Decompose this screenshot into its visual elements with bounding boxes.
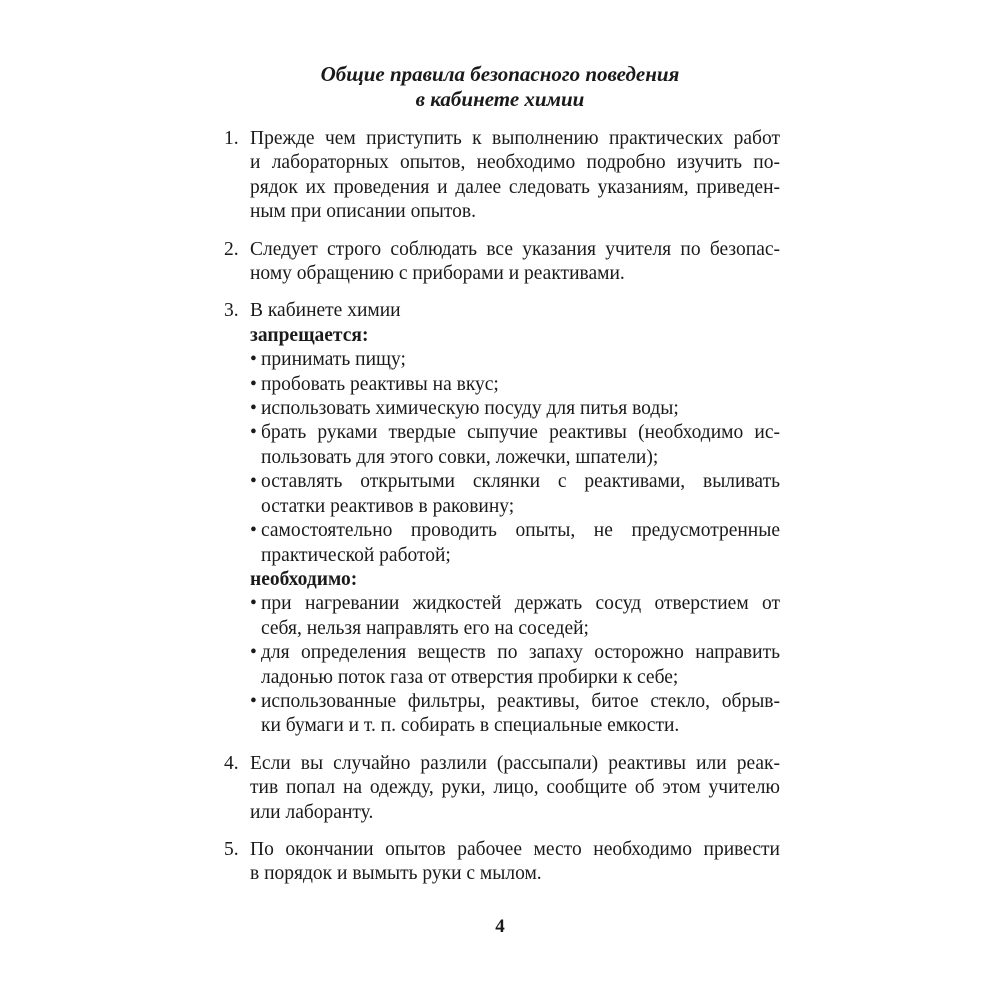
bullet-text-line: ладонью поток газа от отверстия пробирки к себе; <box>261 666 679 688</box>
title-line-1: Общие правила безопасного поведения <box>320 62 680 86</box>
page-number: 4 <box>495 916 505 937</box>
bullet-text-line: пользовать для этого совки, ложечки, шпатели); <box>261 446 659 468</box>
bullet-text-line: использовать химическую посуду для питья воды; <box>261 398 679 420</box>
rule-number: 4. <box>224 752 239 774</box>
bullet-item <box>250 519 780 568</box>
rule-number: 1. <box>224 128 239 149</box>
bullet-item <box>250 592 780 641</box>
rule-number: 3. <box>224 300 239 322</box>
bullet-item <box>250 421 780 470</box>
bullet-text-line: себя, нельзя направлять его на соседей; <box>261 617 589 639</box>
bullet-text-line: самостоятельно проводить опыты, не предусмотренные <box>261 520 780 542</box>
bullet-marker: • <box>250 642 257 664</box>
rule-text-line: и лабораторных опытов, необходимо подробно изучить по- <box>250 152 780 174</box>
bullet-text-line: принимать пищу; <box>261 349 406 371</box>
rule-text-line: ному обращению с приборами и реактивами. <box>250 263 625 285</box>
bullet-marker: • <box>250 520 257 542</box>
rule-text-line: Прежде чем приступить к выполнению практических работ <box>250 128 780 149</box>
bullet-text-line: практической работой; <box>261 544 451 566</box>
page-title <box>0 62 1000 112</box>
rule-text-line: По окончании опытов рабочее место необходимо привести <box>250 838 780 860</box>
rule-item-2 <box>224 238 780 287</box>
rule-item-4 <box>224 752 780 825</box>
rule-item-3 <box>224 299 780 738</box>
bullet-item <box>250 690 780 739</box>
rule-text-line: рядок их проведения и далее следовать указаниям, приведен- <box>250 176 780 198</box>
rule-text-line: тив попал на одежду, руки, лицо, сообщите об этом учителю <box>250 777 780 799</box>
rule-text-line: или лаборанту. <box>250 801 374 823</box>
bullet-text-line: оставлять открытыми склянки с реактивами, выливать <box>261 471 780 493</box>
bullet-marker: • <box>250 349 257 371</box>
rule-text-line: Следует строго соблюдать все указания учителя по безопас- <box>250 238 780 260</box>
bullet-item <box>250 641 780 690</box>
rules-list <box>224 127 780 887</box>
bullet-text-line: ки бумаги и т. п. собирать в специальные емкости. <box>261 715 680 737</box>
bullet-marker: • <box>250 471 257 493</box>
bullet-text-line: при нагревании жидкостей держать сосуд отверстием от <box>261 593 780 615</box>
bullet-marker: • <box>250 593 257 615</box>
bullet-item <box>250 470 780 519</box>
rule-item-5 <box>224 838 780 887</box>
bullet-text-line: использованные фильтры, реактивы, битое стекло, обрыв- <box>261 690 780 712</box>
required-heading: необходимо: <box>250 568 358 590</box>
bullet-marker: • <box>250 690 257 712</box>
rule-text-line: в порядок и вымыть руки с мылом. <box>250 863 542 885</box>
bullet-text-line: остатки реактивов в раковину; <box>261 495 515 517</box>
bullet-marker: • <box>250 422 257 444</box>
bullet-marker: • <box>250 373 257 395</box>
rule-text-line: Если вы случайно разлили (рассыпали) реактивы или реак- <box>250 752 780 774</box>
bullet-item <box>250 397 780 421</box>
bullet-item <box>250 348 780 372</box>
bullet-item <box>250 373 780 397</box>
bullet-marker: • <box>250 398 257 420</box>
rule-intro: В кабинете химии <box>250 300 401 322</box>
bullet-text-line: для определения веществ по запаху осторожно направить <box>261 642 780 664</box>
rule-number: 5. <box>224 838 239 860</box>
title-line-2: в кабинете химии <box>415 87 585 111</box>
rule-number: 2. <box>224 238 239 260</box>
bullet-text-line: брать руками твердые сыпучие реактивы (необходимо ис- <box>261 422 780 444</box>
bullet-text-line: пробовать реактивы на вкус; <box>261 373 499 395</box>
forbidden-heading: запрещается: <box>250 324 369 346</box>
rule-text-line: ным при описании опытов. <box>250 201 476 223</box>
rule-item-1 <box>224 127 780 225</box>
